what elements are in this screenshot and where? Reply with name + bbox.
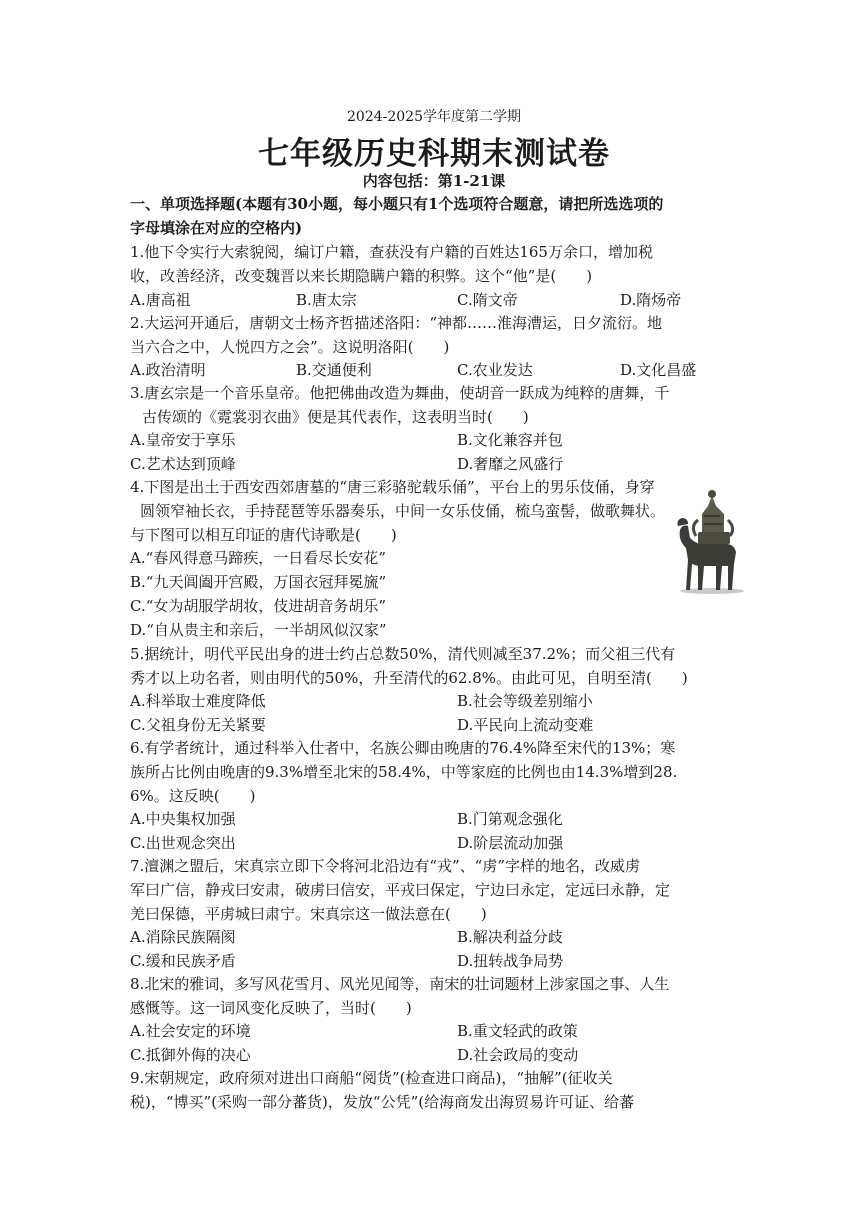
question-8-options (130, 1019, 742, 1067)
option-b[interactable]: B.唐太宗 (296, 291, 357, 309)
question-line: 1.他下令实行大索貌阅，编订户籍，查获没有户籍的百姓达165万余口，增加税 (130, 243, 653, 261)
question-line: 与下图可以相互印证的唐代诗歌是( ) (130, 526, 397, 544)
option-c[interactable]: C.农业发达 (457, 361, 533, 379)
option-c[interactable]: C.缓和民族矛盾 (130, 952, 236, 970)
question-2 (130, 311, 742, 359)
option-c[interactable]: C.隋文帝 (457, 291, 518, 309)
question-4 (130, 475, 742, 547)
term-label: 2024-2025学年度第二学期 (347, 109, 521, 125)
option-d[interactable]: D.阶层流动加强 (457, 834, 564, 852)
section-heading (130, 192, 742, 240)
question-line: 古传颂的《霓裳羽衣曲》便是其代表作，这表明当时( ) (142, 408, 529, 426)
question-line: 4.下图是出土于西安西郊唐墓的“唐三彩骆驼载乐俑”，平台上的男乐伎俑，身穿 (130, 478, 655, 496)
content-scope: 内容包括：第1-21课 (362, 172, 506, 190)
question-1-options (130, 288, 742, 312)
question-line: 羌曰保德，平虏城曰肃宁。宋真宗这一做法意在( ) (130, 905, 487, 923)
option-d[interactable]: D.文化昌盛 (620, 361, 697, 379)
question-5 (130, 642, 742, 690)
section-heading-line: 字母填涂在对应的空格内) (130, 219, 303, 237)
option-d[interactable]: D.扭转战争局势 (457, 952, 564, 970)
section-heading-line: 一、单项选择题(本题有30小题，每小题只有1个选项符合题意，请把所选选项的 (130, 195, 664, 213)
question-7 (130, 854, 742, 926)
question-line: 6.有学者统计，通过科举入仕者中，名族公卿由晚唐的76.4%降至宋代的13%；寒 (130, 739, 676, 757)
option-a[interactable]: A.政治清明 (130, 361, 206, 379)
option-a[interactable]: A.唐高祖 (130, 291, 191, 309)
question-line: 5.据统计，明代平民出身的进士约占总数50%，清代则减至37.2%；而父祖三代有 (130, 645, 676, 663)
option-b[interactable]: B.解决利益分歧 (457, 928, 563, 946)
option-b[interactable]: B.重文轻武的政策 (457, 1022, 578, 1040)
question-1 (130, 240, 742, 288)
question-7-options (130, 925, 742, 973)
question-line: 2.大运河开通后，唐朝文士杨齐哲描述洛阳：“神都……淮海漕运，日夕流衍。地 (130, 314, 662, 332)
option-a[interactable]: A.中央集权加强 (130, 810, 236, 828)
question-line: 圆领窄袖长衣，手持琵琶等乐器奏乐，中间一女乐伎俑，梳乌蛮髻，做歌舞状。 (140, 502, 666, 520)
option-b[interactable]: B.“九天阊阖开宫殿，万国衣冠拜冕旒” (130, 573, 387, 591)
question-line: 7.澶渊之盟后，宋真宗立即下令将河北沿边有“戎”、“虏”字样的地名，改威虏 (130, 857, 640, 875)
question-line: 族所占比例由晚唐的9.3%增至北宋的58.4%，中等家庭的比例也由14.3%增到28. (130, 763, 678, 781)
option-d[interactable]: D.奢靡之风盛行 (457, 455, 564, 473)
option-c[interactable]: C.父祖身份无关紧要 (130, 716, 266, 734)
option-d[interactable]: D.社会政局的变动 (457, 1046, 579, 1064)
page-title: 七年级历史科期末测试卷 (258, 136, 610, 172)
option-a[interactable]: A.皇帝安于享乐 (130, 431, 236, 449)
question-6-options (130, 807, 742, 855)
question-3-options (130, 428, 742, 476)
option-a[interactable]: A.科举取士难度降低 (130, 692, 266, 710)
option-b[interactable]: B.社会等级差别缩小 (457, 692, 593, 710)
option-c[interactable]: C.出世观念突出 (130, 834, 236, 852)
question-line: 感慨等。这一词风变化反映了，当时( ) (130, 999, 412, 1017)
question-line: 税)，“博买”(采购一部分蕃货)，发放“公凭”(给海商发出海贸易许可证、给蕃 (130, 1093, 635, 1111)
camel-figurine-icon (668, 486, 754, 596)
question-line: 8.北宋的雅词，多写风花雪月、风光见闻等，南宋的壮词题材上涉家国之事、人生 (130, 975, 670, 993)
option-d[interactable]: D.隋炀帝 (620, 291, 682, 309)
question-line: 9.宋朝规定，政府须对进出口商船“阅货”(检查进口商品)，“抽解”(征收关 (130, 1069, 613, 1087)
option-b[interactable]: B.文化兼容并包 (457, 431, 563, 449)
option-d[interactable]: D.“自从贵主和亲后，一半胡风似汉家” (130, 621, 387, 639)
option-d[interactable]: D.平民向上流动变难 (457, 716, 594, 734)
question-6 (130, 736, 742, 808)
question-8 (130, 972, 742, 1020)
question-line: 3.唐玄宗是一个音乐皇帝。他把佛曲改造为舞曲，使胡音一跃成为纯粹的唐舞，千 (130, 384, 670, 402)
question-3 (130, 381, 742, 429)
question-4-options (130, 546, 387, 642)
option-a[interactable]: A.“春风得意马蹄疾，一日看尽长安花” (130, 549, 386, 567)
question-2-options (130, 358, 742, 382)
option-b[interactable]: B.交通便利 (296, 361, 372, 379)
question-line: 秀才以上功名者，则由明代的50%，升至清代的62.8%。由此可见，自明至清( ) (130, 669, 688, 687)
option-b[interactable]: B.门第观念强化 (457, 810, 563, 828)
question-line: 6%。这反映( ) (130, 787, 256, 805)
option-c[interactable]: C.艺术达到顶峰 (130, 455, 236, 473)
option-a[interactable]: A.消除民族隔阂 (130, 928, 236, 946)
option-c[interactable]: C.“女为胡服学胡妆，伎进胡音务胡乐” (130, 597, 387, 615)
question-line: 当六合之中，人悦四方之会”。这说明洛阳( ) (130, 338, 450, 356)
question-5-options (130, 689, 742, 737)
option-a[interactable]: A.社会安定的环境 (130, 1022, 251, 1040)
question-9 (130, 1066, 742, 1114)
option-c[interactable]: C.抵御外侮的决心 (130, 1046, 251, 1064)
question-line: 收，改善经济，改变魏晋以来长期隐瞒户籍的积弊。这个“他”是( ) (130, 267, 593, 285)
question-line: 军曰广信，静戎曰安肃，破虏曰信安，平戎曰保定，宁边曰永定，定远曰永静，定 (130, 881, 671, 899)
